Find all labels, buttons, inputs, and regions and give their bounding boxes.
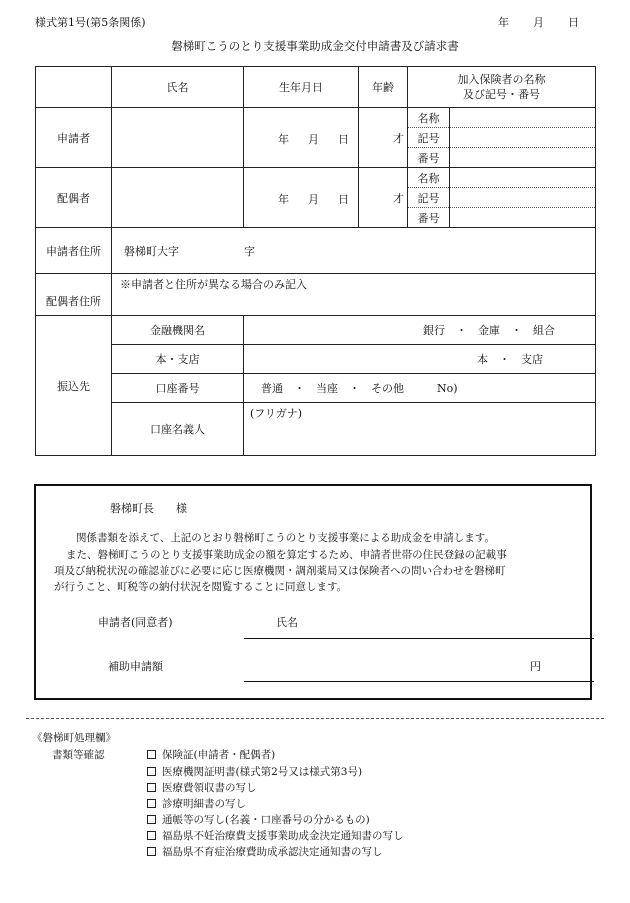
- applicant-ins-name-field[interactable]: [450, 108, 596, 128]
- account-holder-label: 口座名義人: [112, 403, 244, 456]
- branch-field[interactable]: [244, 345, 596, 374]
- checklist-item[interactable]: [147, 828, 404, 843]
- checkbox-icon[interactable]: [147, 750, 156, 759]
- applicant-address-label: 申請者住所: [36, 228, 112, 274]
- header-date-year: 年: [498, 16, 509, 29]
- checkbox-icon[interactable]: [147, 767, 156, 776]
- address-prefix: 磐梯町大字: [124, 244, 179, 258]
- bank-name-label: 金融機関名: [112, 316, 244, 345]
- checklist-item-label: 福島県不妊治療費支援事業助成金決定通知書の写し: [162, 830, 404, 842]
- account-holder-field[interactable]: [244, 403, 596, 456]
- account-number-label: 口座番号: [112, 374, 244, 403]
- declaration-line1: 関係書類を添えて、上記のとおり磐梯町こうのとり支援事業による助成金を申請します。: [76, 532, 495, 544]
- signature-line[interactable]: [244, 638, 594, 639]
- account-options: 普通 ・ 当座 ・ その他 No): [261, 382, 458, 395]
- account-number-field[interactable]: [244, 374, 596, 403]
- checkbox-icon[interactable]: [147, 783, 156, 792]
- branch-label: 本・支店: [112, 345, 244, 374]
- branch-options: 本 ・ 支店: [477, 353, 543, 366]
- amount-label: 補助申請額: [108, 660, 163, 673]
- spouse-ins-name-label: 名称: [408, 168, 450, 188]
- applicant-address-field[interactable]: [112, 228, 596, 274]
- amount-line[interactable]: [244, 681, 594, 682]
- spouse-birth-field[interactable]: [244, 168, 359, 228]
- col-insurance-line1: 加入保険者の名称: [457, 73, 546, 86]
- page-title: 磐梯町こうのとり支援事業助成金交付申請書及び請求書: [171, 39, 459, 53]
- doc-check-label: 書類等確認: [52, 749, 105, 761]
- spouse-name-field[interactable]: [112, 168, 244, 228]
- checklist-item-label: 医療費領収書の写し: [162, 782, 257, 794]
- checklist-item-label: 診療明細書の写し: [162, 798, 246, 810]
- checklist-item[interactable]: [147, 747, 275, 762]
- checklist-item[interactable]: [147, 844, 383, 859]
- transfer-label: 振込先: [36, 316, 112, 456]
- yen-unit: 円: [530, 660, 541, 673]
- col-insurance-line2: 及び記号・番号: [463, 88, 540, 101]
- checkbox-icon[interactable]: [147, 815, 156, 824]
- spouse-age-field[interactable]: [359, 168, 408, 228]
- checklist-item-label: 医療機関証明書(様式第2号又は様式第3号): [162, 766, 363, 778]
- office-section-title: 《磐梯町処理欄》: [32, 732, 116, 744]
- spouse-ins-number-field[interactable]: [450, 208, 596, 228]
- checkbox-icon[interactable]: [147, 847, 156, 856]
- spouse-age-unit: 才: [393, 191, 404, 205]
- spouse-birth-day: 日: [338, 192, 349, 206]
- spouse-address-field[interactable]: [112, 274, 596, 316]
- applicant-label: 申請者: [36, 108, 112, 168]
- header-date-month: 月: [533, 16, 544, 29]
- checklist-item[interactable]: [147, 764, 362, 779]
- office-divider: [26, 718, 604, 719]
- signature-name-label: 氏名: [276, 616, 298, 629]
- spouse-birth-year: 年: [278, 192, 289, 206]
- checklist-item[interactable]: [147, 780, 257, 795]
- bank-options: 銀行 ・ 金庫 ・ 組合: [423, 324, 555, 337]
- spouse-address-note: ※申請者と住所が異なる場合のみ記入: [120, 278, 307, 291]
- applicant-birth-month: 月: [308, 132, 319, 146]
- col-insurance-header: [408, 67, 596, 108]
- applicant-ins-number-label: 番号: [408, 148, 450, 168]
- applicant-birth-year: 年: [278, 132, 289, 146]
- declaration-line3: 項及び納税状況の確認並びに必要に応じ医療機関・調剤薬局又は保険者への問い合わせを磐梯町: [54, 565, 506, 577]
- spouse-ins-symbol-label: 記号: [408, 188, 450, 208]
- checklist-item[interactable]: [147, 812, 370, 827]
- furigana-label: (フリガナ): [250, 407, 303, 420]
- checkbox-icon[interactable]: [147, 799, 156, 808]
- applicant-ins-symbol-field[interactable]: [450, 128, 596, 148]
- spouse-address-label: 配偶者住所: [36, 274, 112, 316]
- spouse-ins-number-label: 番号: [408, 208, 450, 228]
- applicant-ins-name-label: 名称: [408, 108, 450, 128]
- spouse-ins-name-field[interactable]: [450, 168, 596, 188]
- bank-name-field[interactable]: [244, 316, 596, 345]
- declaration-line4: が行うこと、町税等の納付状況を閲覧することに同意します。: [54, 581, 348, 593]
- checkbox-icon[interactable]: [147, 831, 156, 840]
- checklist-item[interactable]: [147, 796, 246, 811]
- applicant-birth-day: 日: [338, 132, 349, 146]
- spouse-label: 配偶者: [36, 168, 112, 228]
- col-age-header: 年齢: [359, 67, 408, 108]
- header-blank-cell: [36, 67, 112, 108]
- applicant-ins-number-field[interactable]: [450, 148, 596, 168]
- application-table: [35, 66, 596, 456]
- spouse-ins-symbol-field[interactable]: [450, 188, 596, 208]
- applicant-age-field[interactable]: [359, 108, 408, 168]
- addressee: 磐梯町長 様: [110, 502, 187, 515]
- form-number: 様式第1号(第5条関係): [35, 16, 146, 29]
- applicant-age-unit: 才: [393, 131, 404, 145]
- checklist-item-label: 保険証(申請者・配偶者): [162, 749, 276, 761]
- checklist-item-label: 通帳等の写し(名義・口座番号の分かるもの): [162, 814, 370, 826]
- address-aza: 字: [244, 244, 255, 258]
- applicant-birth-field[interactable]: [244, 108, 359, 168]
- declaration-line2: また、磐梯町こうのとり支援事業助成金の額を算定するため、申請者世帯の住民登録の記載事: [66, 549, 507, 561]
- spouse-birth-month: 月: [308, 192, 319, 206]
- applicant-name-field[interactable]: [112, 108, 244, 168]
- header-date-day: 日: [568, 16, 579, 29]
- applicant-consent-label: 申請者(同意者): [98, 616, 173, 629]
- col-birth-header: 生年月日: [244, 67, 359, 108]
- col-name-header: 氏名: [112, 67, 244, 108]
- applicant-ins-symbol-label: 記号: [408, 128, 450, 148]
- checklist-item-label: 福島県不育症治療費助成承認決定通知書の写し: [162, 846, 383, 858]
